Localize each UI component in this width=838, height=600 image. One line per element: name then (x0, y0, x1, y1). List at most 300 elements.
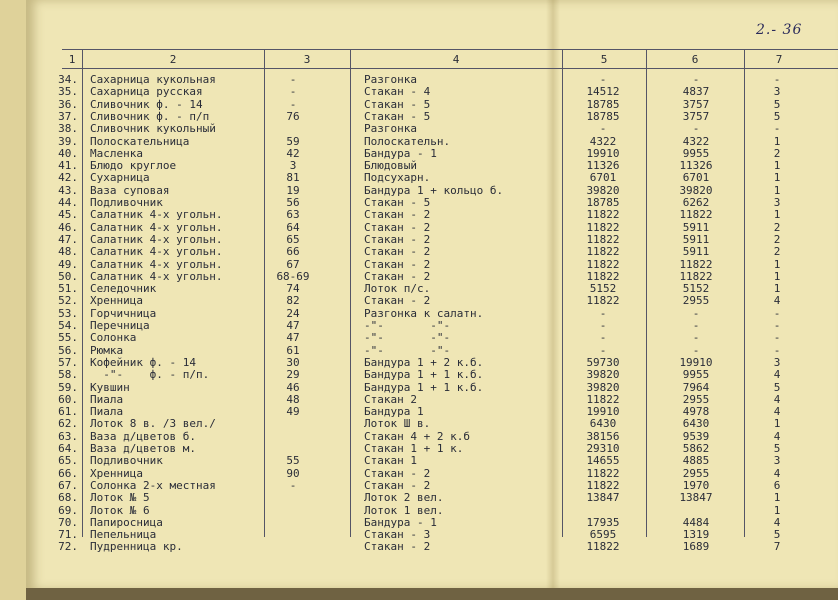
item-name: Сахарница кукольная (90, 73, 216, 86)
col7-value: 1 (773, 159, 781, 173)
col4-value: -"- -"- (364, 331, 451, 345)
item-name: Ваза д/цветов б. (90, 429, 196, 443)
col5-value: 39820 (586, 368, 620, 382)
col5-value: 4322 (589, 134, 617, 148)
item-name: Полоскательница (90, 134, 190, 148)
col5-value: - (599, 122, 607, 136)
row-number: 45. (58, 208, 78, 222)
col7-value: - (773, 73, 781, 86)
col4-value: Бандура 1 + 1 к.б. (364, 368, 484, 382)
col7-value: 4 (773, 294, 781, 308)
col4-value: Стакан - 2 (364, 540, 431, 554)
item-name: Сахарница русская (90, 85, 203, 99)
col4-value: Стакан - 2 (364, 269, 431, 283)
col4-value: Бандура 1 + кольцо б. (364, 183, 504, 197)
col5-value: 13847 (586, 491, 620, 505)
table-row (0, 209, 838, 220)
item-name: Селедочник (90, 282, 157, 296)
col6-value: 7964 (682, 380, 710, 394)
row-number: 59. (58, 380, 78, 394)
table-row (0, 259, 838, 270)
col6-value: 3757 (682, 109, 710, 123)
col5-value: 11822 (586, 466, 620, 480)
col7-value: - (773, 331, 781, 345)
col5-value: 39820 (586, 183, 620, 197)
col4-value: Стакан - 5 (364, 97, 431, 111)
col3-value: 42 (286, 146, 300, 160)
item-name: Пепельница (90, 528, 157, 542)
table-row (0, 148, 838, 159)
col5-value: 11822 (586, 392, 620, 406)
col6-value: 6430 (682, 417, 710, 431)
row-number: 35. (58, 85, 78, 99)
col4-value: Стакан - 2 (364, 466, 431, 480)
table-row (0, 480, 838, 491)
col5-value: 11822 (586, 269, 620, 283)
col7-value: 7 (773, 540, 781, 554)
table-row (0, 332, 838, 343)
col6-value: 4322 (682, 134, 710, 148)
col3-value: 47 (286, 319, 300, 332)
item-name: Пиала (90, 405, 124, 419)
table-row (0, 505, 838, 516)
item-name: Перечница (90, 319, 150, 332)
item-name: Сухарница (90, 171, 150, 185)
col3-value: - (289, 85, 297, 99)
col6-value: - (692, 73, 700, 86)
col4-value: -"- -"- (364, 319, 451, 332)
item-name: Салатник 4-х угольн. (90, 269, 223, 283)
col5-value: 38156 (586, 429, 620, 443)
table-row (0, 160, 838, 171)
table-top-rule (62, 49, 838, 50)
col7-value: 3 (773, 85, 781, 99)
table-row (0, 99, 838, 110)
col4-value: Подсухарн. (364, 171, 431, 185)
col7-value: 6 (773, 478, 781, 492)
col7-value: 4 (773, 466, 781, 480)
item-name: Хренница (90, 294, 143, 308)
row-number: 56. (58, 343, 78, 357)
item-name: -"- ф. - п/п. (90, 368, 210, 382)
table-row (0, 185, 838, 196)
item-name: Салатник 4-х угольн. (90, 220, 223, 234)
col5-value: - (599, 343, 607, 357)
row-number: 61. (58, 405, 78, 419)
row-number: 50. (58, 269, 78, 283)
col4-value: Бандура 1 (364, 405, 424, 419)
col3-value: 90 (286, 466, 300, 480)
table-row (0, 320, 838, 331)
col4-value: Лоток 1 вел. (364, 503, 444, 517)
col7-value: 2 (773, 245, 781, 259)
col6-value: 11822 (679, 257, 713, 271)
col7-value: 4 (773, 368, 781, 382)
col5-value: 11822 (586, 294, 620, 308)
item-name: Сливочник кукольный (90, 122, 216, 136)
row-number: 46. (58, 220, 78, 234)
table-row (0, 345, 838, 356)
row-number: 55. (58, 331, 78, 345)
col7-value: 4 (773, 429, 781, 443)
item-name: Ваза суповая (90, 183, 170, 197)
table-row (0, 86, 838, 97)
row-number: 69. (58, 503, 78, 517)
col5-value: 11822 (586, 257, 620, 271)
col7-value: 1 (773, 257, 781, 271)
item-name: Сливочник ф. - 14 (90, 97, 203, 111)
col3-value: 55 (286, 454, 300, 468)
col7-value: 5 (773, 109, 781, 123)
item-name: Салатник 4-х угольн. (90, 208, 223, 222)
table-row (0, 123, 838, 134)
col5-value: 39820 (586, 380, 620, 394)
col4-value: Разгонка (364, 73, 417, 86)
row-number: 36. (58, 97, 78, 111)
row-number: 68. (58, 491, 78, 505)
col4-value: Стакан - 3 (364, 528, 431, 542)
col4-value: Стакан - 4 (364, 85, 431, 99)
col3-value: 59 (286, 134, 300, 148)
item-name: Лоток № 6 (90, 503, 150, 517)
col5-value: 18785 (586, 196, 620, 209)
row-number: 39. (58, 134, 78, 148)
col3-value: 56 (286, 196, 300, 209)
col4-value: Бандура 1 + 1 к.б. (364, 380, 484, 394)
row-number: 57. (58, 355, 78, 369)
table-row (0, 418, 838, 429)
col7-value: 5 (773, 442, 781, 455)
row-number: 41. (58, 159, 78, 173)
col7-value: 5 (773, 97, 781, 111)
col6-value: 9955 (682, 368, 710, 382)
item-name: Солонка 2-х местная (90, 478, 216, 492)
table-row (0, 308, 838, 319)
col3-value: 65 (286, 232, 300, 246)
col7-value: 1 (773, 171, 781, 185)
row-number: 49. (58, 257, 78, 271)
col4-value: Бандура - 1 (364, 515, 437, 529)
row-number: 54. (58, 319, 78, 332)
col7-value: - (773, 306, 781, 320)
col4-value: Стакан - 2 (364, 220, 431, 234)
col3-value: 82 (286, 294, 300, 308)
col6-value: 2955 (682, 392, 710, 406)
row-number: 40. (58, 146, 78, 160)
col5-value: 18785 (586, 97, 620, 111)
col5-value: 6701 (589, 171, 617, 185)
col7-value: 1 (773, 417, 781, 431)
col5-value: - (599, 306, 607, 320)
col4-value: Стакан - 2 (364, 478, 431, 492)
col3-value: - (289, 97, 297, 111)
col5-value: - (599, 331, 607, 345)
col7-value: 1 (773, 282, 781, 296)
item-name: Кофейник ф. - 14 (90, 355, 196, 369)
row-number: 63. (58, 429, 78, 443)
col5-value: 59730 (586, 355, 620, 369)
col5-value: 11822 (586, 232, 620, 246)
row-number: 58. (58, 368, 78, 382)
row-number: 37. (58, 109, 78, 123)
col4-value: Стакан - 2 (364, 245, 431, 259)
header-col-4: 4 (452, 53, 460, 66)
col6-value: 5911 (682, 220, 710, 234)
col6-value: 1970 (682, 478, 710, 492)
col3-value: 63 (286, 208, 300, 222)
col3-value: 67 (286, 257, 300, 271)
item-name: Подливочник (90, 454, 163, 468)
item-name: Ваза д/цветов м. (90, 442, 196, 455)
item-name: Сливочник ф. - п/п (90, 109, 210, 123)
col7-value: - (773, 319, 781, 332)
table-row (0, 172, 838, 183)
row-number: 34. (58, 73, 78, 86)
col6-value: 6262 (682, 196, 710, 209)
col4-value: Разгонка (364, 122, 417, 136)
row-number: 60. (58, 392, 78, 406)
col5-value: 19910 (586, 405, 620, 419)
col7-value: 1 (773, 183, 781, 197)
col7-value: 5 (773, 380, 781, 394)
table-row (0, 529, 838, 540)
col6-value: 1319 (682, 528, 710, 542)
col4-value: Стакан - 5 (364, 109, 431, 123)
row-number: 51. (58, 282, 78, 296)
col7-value: 2 (773, 232, 781, 246)
col6-value: 4837 (682, 85, 710, 99)
col6-value: - (692, 122, 700, 136)
row-number: 71. (58, 528, 78, 542)
col6-value: 19910 (679, 355, 713, 369)
table-row (0, 492, 838, 503)
table-row (0, 74, 838, 85)
col7-value: 1 (773, 208, 781, 222)
table-row (0, 136, 838, 147)
col6-value: 3757 (682, 97, 710, 111)
item-name: Пудренница кр. (90, 540, 183, 554)
row-number: 65. (58, 454, 78, 468)
col6-value: 5152 (682, 282, 710, 296)
table-row (0, 382, 838, 393)
col4-value: Лоток Ш в. (364, 417, 431, 431)
col5-value: 18785 (586, 109, 620, 123)
item-name: Рюмка (90, 343, 124, 357)
col6-value: 1689 (682, 540, 710, 554)
col6-value: 4484 (682, 515, 710, 529)
col5-value: 6595 (589, 528, 617, 542)
folio-number: 2.- 36 (756, 22, 803, 38)
col4-value: Лоток п/с. (364, 282, 431, 296)
row-number: 72. (58, 540, 78, 554)
col3-value: 24 (286, 306, 300, 320)
col7-value: 5 (773, 528, 781, 542)
col6-value: - (692, 306, 700, 320)
col4-value: -"- -"- (364, 343, 451, 357)
col6-value: 4885 (682, 454, 710, 468)
col4-value: Бандура - 1 (364, 146, 437, 160)
row-number: 67. (58, 478, 78, 492)
col6-value: 9955 (682, 146, 710, 160)
col6-value: 5862 (682, 442, 710, 455)
col6-value: 4978 (682, 405, 710, 419)
col4-value: Стакан 2 (364, 392, 417, 406)
table-row (0, 468, 838, 479)
col5-value: 14655 (586, 454, 620, 468)
row-number: 44. (58, 196, 78, 209)
row-number: 64. (58, 442, 78, 455)
item-name: Салатник 4-х угольн. (90, 245, 223, 259)
header-col-3: 3 (303, 53, 311, 66)
col5-value: 14512 (586, 85, 620, 99)
col5-value: 11822 (586, 478, 620, 492)
table-row (0, 234, 838, 245)
col6-value: - (692, 319, 700, 332)
row-number: 43. (58, 183, 78, 197)
table-header-rule (62, 68, 838, 69)
col4-value: Стакан - 2 (364, 294, 431, 308)
header-col-5: 5 (600, 53, 608, 66)
item-name: Лоток № 5 (90, 491, 150, 505)
header-col-7: 7 (775, 53, 783, 66)
col4-value: Лоток 2 вел. (364, 491, 444, 505)
col5-value: - (599, 73, 607, 86)
item-name: Лоток 8 в. /3 вел./ (90, 417, 216, 431)
col3-value: 30 (286, 355, 300, 369)
col3-value: 66 (286, 245, 300, 259)
table-row (0, 431, 838, 442)
col6-value: 6701 (682, 171, 710, 185)
row-number: 48. (58, 245, 78, 259)
col5-value: 11822 (586, 245, 620, 259)
col5-value: 11822 (586, 208, 620, 222)
table-row (0, 443, 838, 454)
col6-value: 13847 (679, 491, 713, 505)
col7-value: 4 (773, 392, 781, 406)
col6-value: 11822 (679, 269, 713, 283)
row-number: 47. (58, 232, 78, 246)
col6-value: - (692, 331, 700, 345)
col6-value: 2955 (682, 294, 710, 308)
col7-value: 3 (773, 355, 781, 369)
item-name: Хренница (90, 466, 143, 480)
col6-value: 5911 (682, 232, 710, 246)
item-name: Масленка (90, 146, 143, 160)
col3-value: 68-69 (276, 269, 310, 283)
item-name: Кувшин (90, 380, 130, 394)
col7-value: 4 (773, 405, 781, 419)
header-col-1: 1 (68, 53, 76, 66)
col4-value: Стакан 1 + 1 к. (364, 442, 464, 455)
col6-value: 2955 (682, 466, 710, 480)
col3-value: 47 (286, 331, 300, 345)
col4-value: Бандура 1 + 2 к.б. (364, 355, 484, 369)
row-number: 52. (58, 294, 78, 308)
table-row (0, 271, 838, 282)
col3-value: 61 (286, 343, 300, 357)
table-row (0, 111, 838, 122)
item-name: Подливочник (90, 196, 163, 209)
col3-value: 19 (286, 183, 300, 197)
col3-value: 49 (286, 405, 300, 419)
item-name: Горчичница (90, 306, 157, 320)
table-row (0, 369, 838, 380)
col7-value: 1 (773, 491, 781, 505)
col7-value: 4 (773, 515, 781, 529)
row-number: 38. (58, 122, 78, 136)
col7-value: - (773, 343, 781, 357)
col3-value: 3 (289, 159, 297, 173)
col4-value: Стакан - 2 (364, 257, 431, 271)
col4-value: Стакан 4 + 2 к.б (364, 429, 470, 443)
col3-value: 74 (286, 282, 300, 296)
col6-value: 11822 (679, 208, 713, 222)
col4-value: Разгонка к салатн. (364, 306, 484, 320)
col3-value: 81 (286, 171, 300, 185)
col3-value: 29 (286, 368, 300, 382)
col3-value: 76 (286, 109, 300, 123)
item-name: Солонка (90, 331, 137, 345)
col5-value: 5152 (589, 282, 617, 296)
col4-value: Стакан - 2 (364, 232, 431, 246)
col5-value: 17935 (586, 515, 620, 529)
page-bottom-edge (26, 588, 838, 600)
col3-value: 46 (286, 380, 300, 394)
col5-value: 29310 (586, 442, 620, 455)
col7-value: 3 (773, 196, 781, 209)
item-name: Салатник 4-х угольн. (90, 257, 223, 271)
col3-value: 64 (286, 220, 300, 234)
header-col-6: 6 (691, 53, 699, 66)
col7-value: - (773, 122, 781, 136)
col7-value: 2 (773, 220, 781, 234)
table-row (0, 357, 838, 368)
row-number: 66. (58, 466, 78, 480)
table-row (0, 295, 838, 306)
table-row (0, 517, 838, 528)
row-number: 53. (58, 306, 78, 320)
col4-value: Стакан 1 (364, 454, 417, 468)
col3-value: - (289, 73, 297, 86)
col7-value: 3 (773, 454, 781, 468)
col5-value: 11822 (586, 540, 620, 554)
col6-value: 5911 (682, 245, 710, 259)
col5-value: 19910 (586, 146, 620, 160)
col5-value: 6430 (589, 417, 617, 431)
col7-value: 1 (773, 503, 781, 517)
col5-value: 11326 (586, 159, 620, 173)
col6-value: 39820 (679, 183, 713, 197)
col3-value: 48 (286, 392, 300, 406)
row-number: 62. (58, 417, 78, 431)
table-row (0, 394, 838, 405)
header-col-2: 2 (169, 53, 177, 66)
row-number: 70. (58, 515, 78, 529)
table-row (0, 455, 838, 466)
col4-value: Стакан - 2 (364, 208, 431, 222)
col5-value: - (599, 319, 607, 332)
col6-value: - (692, 343, 700, 357)
item-name: Папиросница (90, 515, 163, 529)
row-number: 42. (58, 171, 78, 185)
table-row (0, 246, 838, 257)
col4-value: Стакан - 5 (364, 196, 431, 209)
col7-value: 2 (773, 146, 781, 160)
col4-value: Блюдовый (364, 159, 417, 173)
table-row (0, 197, 838, 208)
col6-value: 9539 (682, 429, 710, 443)
col4-value: Полоскательн. (364, 134, 451, 148)
